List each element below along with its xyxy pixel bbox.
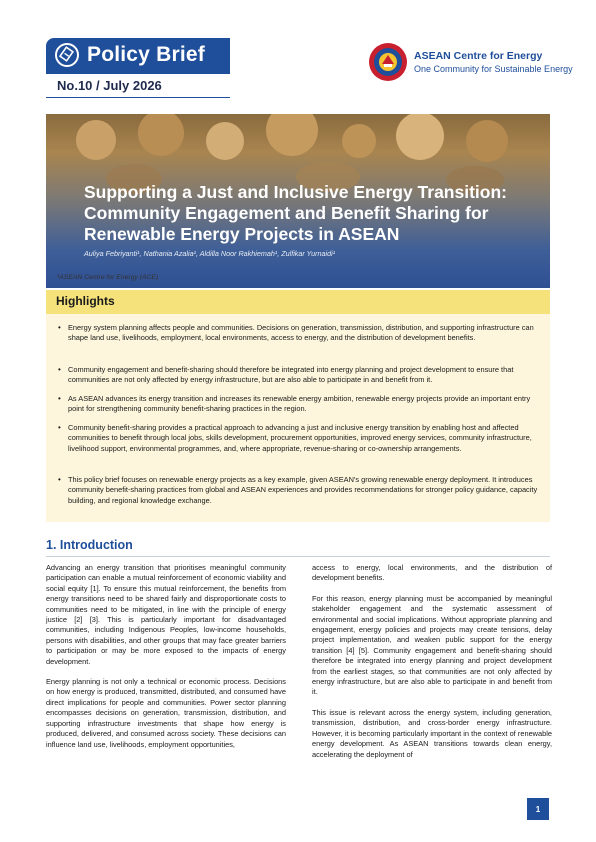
wooden-figure-image [266,114,318,156]
highlights-header [46,290,550,314]
wooden-figure-image [76,120,116,160]
body-column-left [46,563,286,760]
body-paragraph: This issue is relevant across the energy system, including generation, transmission, distribution, and cross-border energy infrastructure. However, it is becoming particularly important in the context of renewable energy development. As ASEAN transitions towards clean energy, accelerating the deployment of [312,707,552,759]
author-list: Auliya Febriyanti¹, Nathania Azalia¹, Aldilla Noor Rakhiemah¹, Zulfikar Yurnaidi¹ [84,249,336,258]
body-paragraph: For this reason, energy planning must be accompanied by meaningful stakeholder engagement and the systematic assessment of environmental and social implications. Without appropriate planning and engagement, energy policies and projects may create tensions, delay project implementation, and weaken public support for the energy transition [4] [5]. Community engagement and benefit-sharing should therefore be integrated into energy planning and project development from the earliest stages, so that communities are not only affected by energy infrastructure, but are also able to participate in and benefit from it. [312,593,552,697]
highlight-item [58,423,538,454]
wooden-figure-image [138,114,184,156]
wooden-figure-image [466,120,508,162]
document-title: Supporting a Just and Inclusive Energy Transition: Community Engagement and Benefit Sharing for Renewable Energy Projects in ASEAN [84,182,507,244]
body-paragraph: Energy planning is not only a technical or economic process. Decisions on how energy is produced, transmitted, distributed, and consumed have direct implications for people and communities. Power sector planning encompasses decisions on generation, transmission, distribution, and supporting infrastructure investments that shape how energy is produced, delivered, and consumed across society. These decisions can influence land use, livelihoods, employment opportunities, [46,677,286,749]
bullet-icon: • [58,323,61,332]
highlight-text: As ASEAN advances its energy transition and increases its renewable energy ambition, renewable energy projects provide an important entry point for strengthening community benefit-sharing practices in the region. [68,394,531,414]
highlight-item [58,323,538,344]
body-column-right [312,563,552,770]
asean-centre-logo-icon [368,42,408,82]
highlight-item [58,475,538,506]
highlight-text: Community benefit-sharing provides a practical approach to advancing a just and inclusive energy transition by enabling host and affected communities to benefit through local jobs, skills development, procurement opportunities, improved energy services, community infrastructure, livelihood support, environmental programmes, and, where appropriate, revenue-sharing or co-ownership arrangements. [68,423,532,453]
org-name: ASEAN Centre for Energy [414,50,543,62]
highlight-item [58,394,538,415]
bullet-icon: • [58,394,61,403]
highlight-text: This policy brief focuses on renewable energy projects as a key example, given ASEAN's growing renewable energy deployment. It introduces community benefit-sharing practices from global and ASEAN experiences and provides recommendations for stronger policy guidance, capacity building, and regional knowledge exchange. [68,475,538,505]
body-paragraph: access to energy, local environments, and the distribution of development benefits. [312,563,552,583]
bullet-icon: • [58,475,61,484]
policy-brief-logo-icon [54,42,80,68]
wooden-figure-image [342,124,376,158]
section-heading-introduction: 1. Introduction [46,538,133,552]
page-number: 1 [527,798,549,820]
wooden-figure-image [396,114,444,160]
highlight-text: Energy system planning affects people and communities. Decisions on generation, transmission, distribution, and supporting infrastructure can shape land use, livelihoods, employment, local environments, access to energy, and the distribution of development benefits. [68,323,534,343]
highlights-title: Highlights [56,294,115,308]
brand-title: Policy Brief [87,43,205,66]
issue-number: No.10 / July 2026 [57,78,162,93]
bullet-icon: • [58,423,61,432]
body-paragraph: Advancing an energy transition that prioritises meaningful community participation can enable a mutual reinforcement of economic viability and social equity [1]. To ensure this mutual reinforcement, the benefits from energy transitions need to be shared fairly and disproportionate costs to communities need to be mitigated, in line with the principle of energy justice [2] [3]. This is particularly important for disadvantaged communities, including Indigenous Peoples, low-income households, persons with disabilities, and other groups that may face greater barriers to participation or may be more exposed to the impacts of energy development. [46,563,286,666]
highlight-text: Community engagement and benefit-sharing should therefore be integrated into energy planning and project development to ensure that communities are not only affected by energy infrastructure, but are also able to participate in and benefit from it. [68,365,514,385]
org-tagline: One Community for Sustainable Energy [414,64,573,74]
policy-brief-banner [46,38,230,72]
author-affiliation: ¹ASEAN Centre for Energy (ACE) [57,274,159,281]
bullet-icon: • [58,365,61,374]
wooden-figure-image [206,122,244,160]
header-divider [46,72,230,74]
section-divider [46,556,550,557]
highlight-item [58,365,538,386]
issue-divider [46,97,230,98]
